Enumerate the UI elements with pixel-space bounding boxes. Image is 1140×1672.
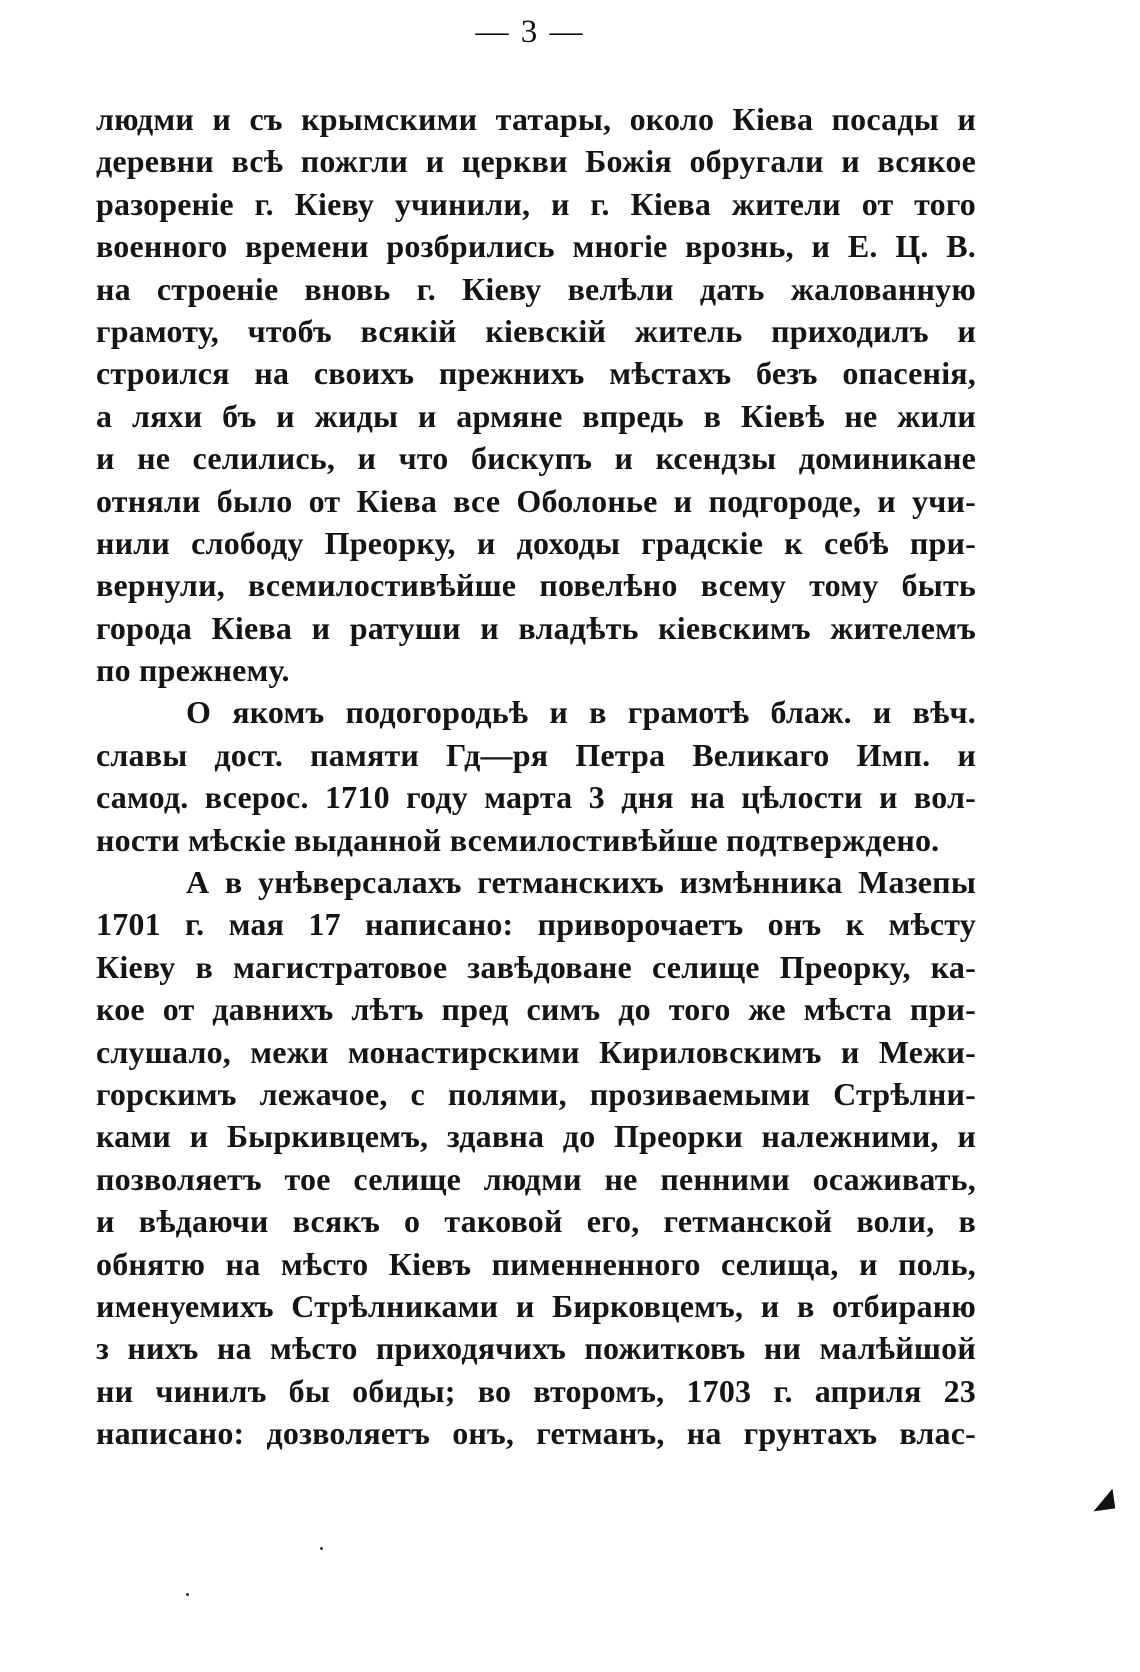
text-line: деревни всѣ пожгли и церкви Божія обругали и всякое	[96, 143, 976, 180]
text-line: ками и Быркивцемъ, здавна до Преорки належними, и	[96, 1118, 976, 1155]
text-line: слушало, межи монастирскими Кириловскимъ и Межи-	[96, 1033, 976, 1070]
text-line: на строеніе вновь г. Кіеву велѣли дать жалованную	[96, 270, 976, 307]
printer-mark	[1091, 1489, 1116, 1512]
page-number: — 3 —	[475, 14, 585, 50]
text-line: а ляхи бъ и жиды и армяне впредь в Кіевѣ не жили	[96, 397, 976, 434]
text-line: строился на своихъ прежнихъ мѣстахъ безъ опасенія,	[96, 355, 976, 392]
text-line: О якомъ подогородьѣ и в грамотѣ блаж. и вѣч.	[186, 694, 976, 731]
paper-speck	[320, 1547, 323, 1550]
text-line: ности мѣскіе выданной всемилостивѣйше подтверждено.	[96, 821, 940, 858]
text-line: города Кіева и ратуши и владѣть кіевскимъ жителемъ	[96, 609, 976, 646]
paragraph-3	[96, 861, 976, 1454]
text-line: именуемихъ Стрѣлниками и Бирковцемъ, и в отбираню	[96, 1287, 976, 1324]
text-line: по прежнему.	[96, 652, 290, 689]
text-line: ни чинилъ бы обиды; во второмъ, 1703 г. априля 23	[96, 1372, 976, 1409]
paragraph-2	[96, 691, 976, 861]
text-line: разореніе г. Кіеву учинили, и г. Кіева жители от того	[96, 185, 976, 222]
text-line: 1701 г. мая 17 написано: приворочаетъ онъ к мѣсту	[96, 906, 976, 943]
text-line: А в унѣверсалахъ гетманскихъ измѣнника Мазепы	[186, 864, 976, 901]
text-line: самод. всерос. 1710 году марта 3 дня на цѣлости и вол-	[96, 779, 976, 816]
text-line: и вѣдаючи всякъ о таковой его, гетманской воли, в	[96, 1203, 976, 1240]
text-line: славы дост. памяти Гд—ря Петра Великаго Имп. и	[96, 736, 976, 773]
text-line: кое от давнихъ лѣтъ пред симъ до того же мѣста при-	[96, 991, 976, 1028]
text-line: и не селились, и что бискупъ и ксендзы доминикане	[96, 440, 976, 477]
body-text	[96, 98, 976, 1455]
text-line: отняли было от Кіева все Оболонье и подгороде, и учи-	[96, 482, 976, 519]
paper-speck	[186, 1593, 189, 1596]
text-line: людми и съ крымскими татары, около Кіева посады и	[96, 101, 976, 137]
text-line: военного времени розбрились многіе врознь, и Е. Ц. В.	[96, 228, 976, 265]
text-line: вернули, всемилостивѣйше повелѣно всему тому быть	[96, 567, 976, 604]
text-line: Кіеву в магистратовое завѣдоване селище Преорку, ка-	[96, 948, 976, 985]
text-line: нили слободу Преорку, и доходы градскіе к себѣ при-	[96, 524, 976, 561]
text-line: написано: дозволяетъ онъ, гетманъ, на грунтахъ влас-	[96, 1415, 976, 1452]
paragraph-1	[96, 98, 976, 691]
text-line: грамоту, чтобъ всякій кіевскій житель приходилъ и	[96, 312, 976, 349]
text-line: з нихъ на мѣсто приходячихъ пожитковъ ни малѣйшой	[96, 1330, 976, 1367]
text-line: горскимъ лежачое, с полями, прозиваемыми Стрѣлни-	[96, 1075, 976, 1112]
text-line: обнятю на мѣсто Кіевъ пименненного селища, и поль,	[96, 1245, 976, 1282]
text-line: позволяетъ тое селище людми не пенними осаживать,	[96, 1160, 976, 1197]
